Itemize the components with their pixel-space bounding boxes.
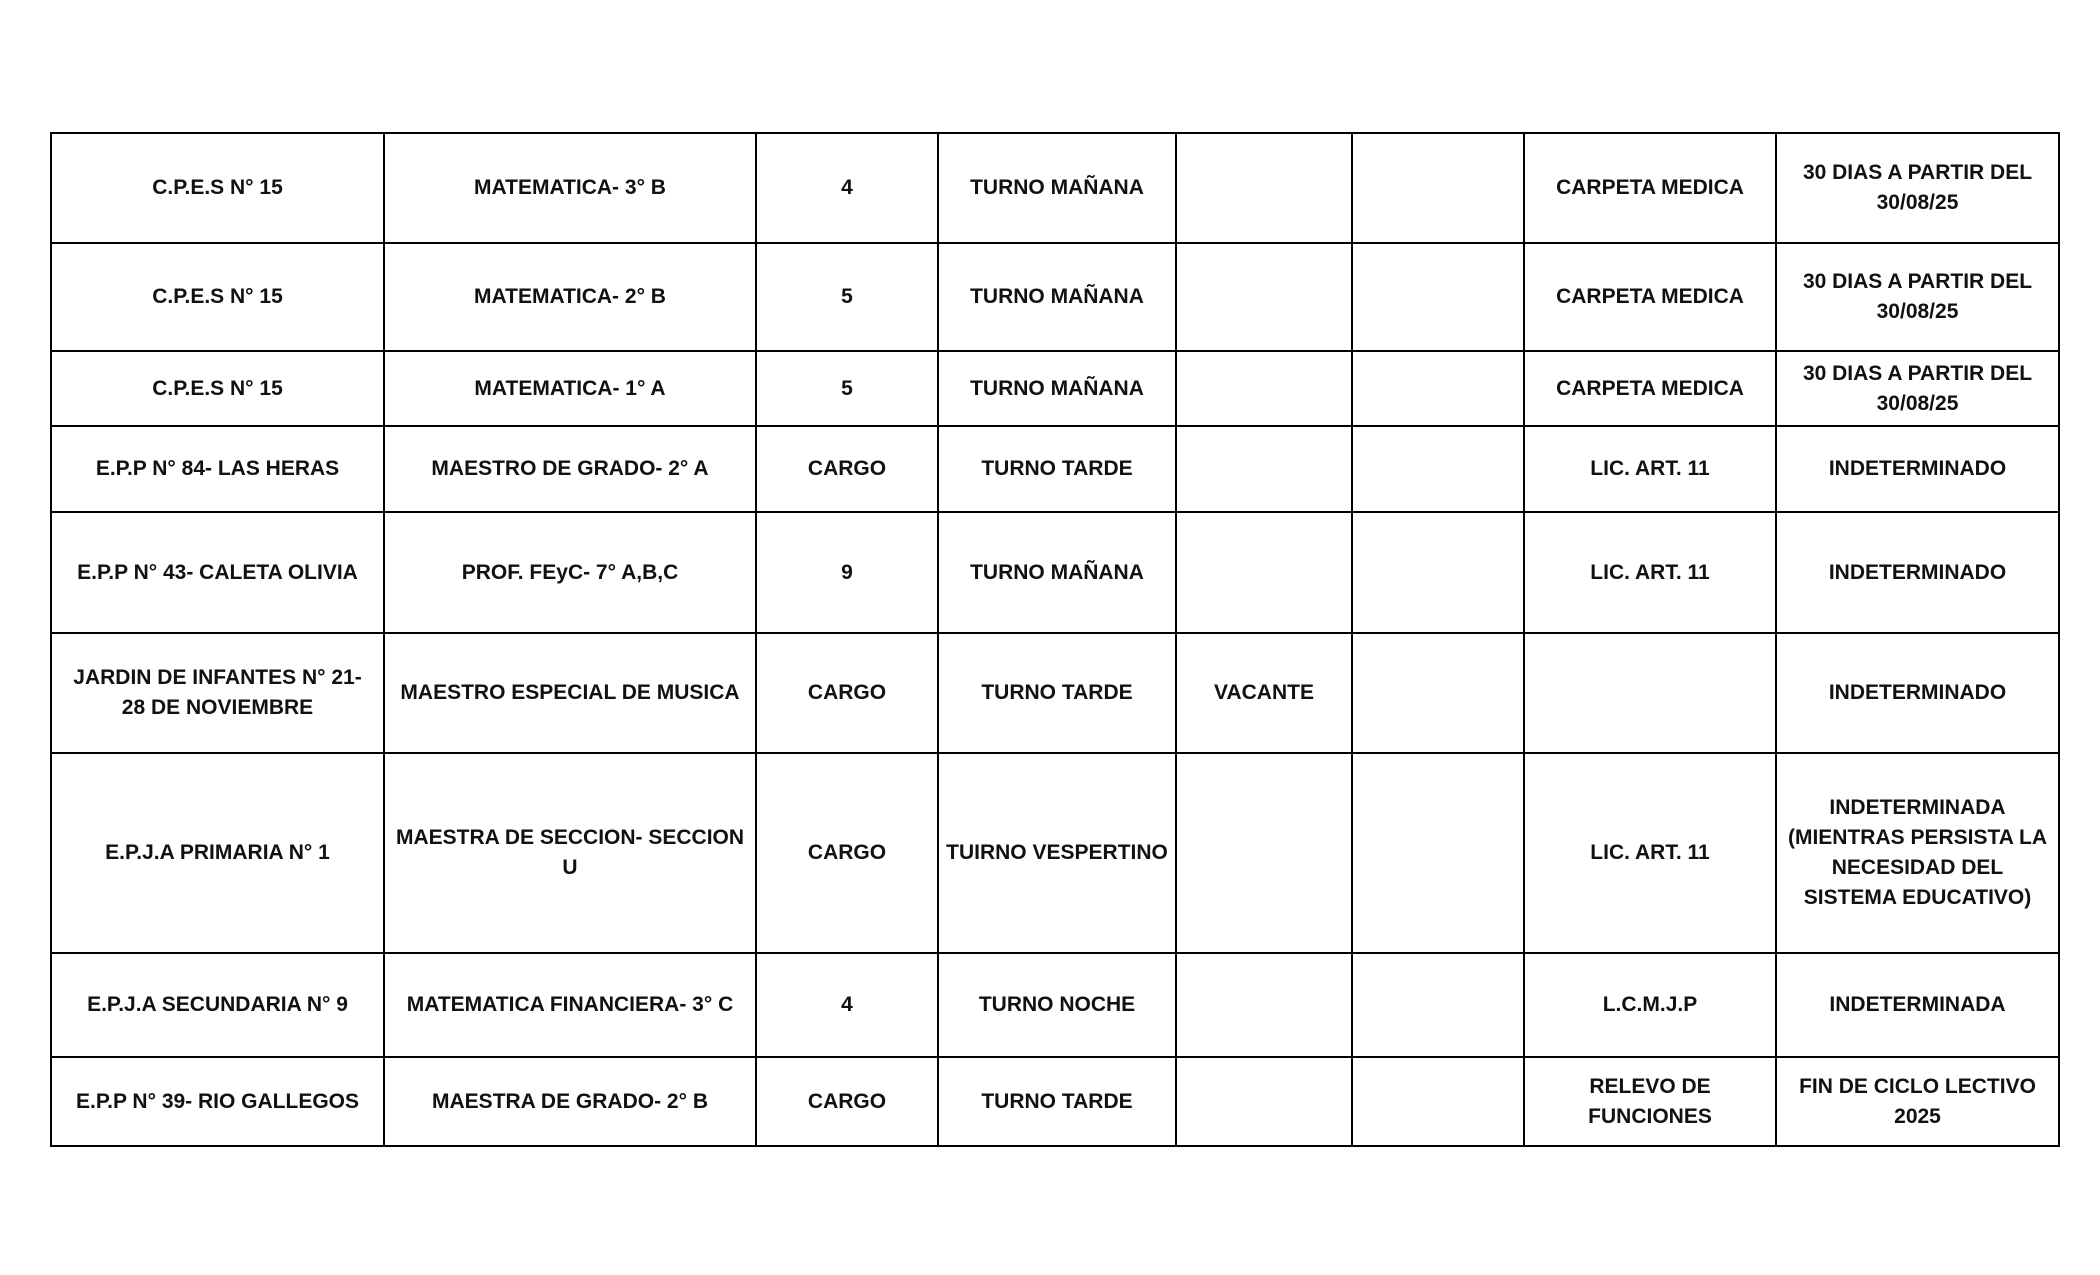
- duration-cell: INDETERMINADA: [1776, 953, 2059, 1057]
- hours-cell: 4: [756, 953, 938, 1057]
- reason-cell: LIC. ART. 11: [1524, 512, 1776, 633]
- shift-cell: TURNO TARDE: [938, 633, 1176, 753]
- extra-cell: [1352, 133, 1524, 243]
- hours-cell: 5: [756, 243, 938, 351]
- subject-cell: MAESTRO ESPECIAL DE MUSICA: [384, 633, 756, 753]
- status-cell: [1176, 426, 1352, 512]
- shift-cell: TURNO MAÑANA: [938, 243, 1176, 351]
- school-cell: E.P.P N° 43- CALETA OLIVIA: [51, 512, 384, 633]
- duration-cell: INDETERMINADO: [1776, 633, 2059, 753]
- table-row: [51, 426, 2059, 512]
- reason-cell: CARPETA MEDICA: [1524, 351, 1776, 426]
- shift-cell: TURNO MAÑANA: [938, 351, 1176, 426]
- school-cell: E.P.P N° 84- LAS HERAS: [51, 426, 384, 512]
- duration-cell: 30 DIAS A PARTIR DEL 30/08/25: [1776, 351, 2059, 426]
- duration-cell: INDETERMINADO: [1776, 512, 2059, 633]
- table-row: [51, 133, 2059, 243]
- status-cell: [1176, 243, 1352, 351]
- reason-cell: CARPETA MEDICA: [1524, 243, 1776, 351]
- hours-cell: 4: [756, 133, 938, 243]
- hours-cell: CARGO: [756, 426, 938, 512]
- subject-cell: PROF. FEyC- 7° A,B,C: [384, 512, 756, 633]
- status-cell: [1176, 753, 1352, 953]
- table-row: [51, 753, 2059, 953]
- school-cell: JARDIN DE INFANTES N° 21- 28 DE NOVIEMBRE: [51, 633, 384, 753]
- school-cell: C.P.E.S N° 15: [51, 243, 384, 351]
- school-cell: E.P.J.A PRIMARIA N° 1: [51, 753, 384, 953]
- extra-cell: [1352, 426, 1524, 512]
- extra-cell: [1352, 351, 1524, 426]
- school-cell: E.P.P N° 39- RIO GALLEGOS: [51, 1057, 384, 1146]
- extra-cell: [1352, 1057, 1524, 1146]
- school-cell: E.P.J.A SECUNDARIA N° 9: [51, 953, 384, 1057]
- hours-cell: CARGO: [756, 753, 938, 953]
- table-row: [51, 633, 2059, 753]
- reason-cell: LIC. ART. 11: [1524, 426, 1776, 512]
- reason-cell: RELEVO DE FUNCIONES: [1524, 1057, 1776, 1146]
- table-row: [51, 351, 2059, 426]
- status-cell: [1176, 133, 1352, 243]
- hours-cell: 5: [756, 351, 938, 426]
- subject-cell: MATEMATICA- 2° B: [384, 243, 756, 351]
- extra-cell: [1352, 753, 1524, 953]
- subject-cell: MATEMATICA- 3° B: [384, 133, 756, 243]
- duration-cell: 30 DIAS A PARTIR DEL 30/08/25: [1776, 133, 2059, 243]
- shift-cell: TUIRNO VESPERTINO: [938, 753, 1176, 953]
- status-cell: [1176, 351, 1352, 426]
- extra-cell: [1352, 633, 1524, 753]
- table-row: [51, 953, 2059, 1057]
- status-cell: [1176, 512, 1352, 633]
- duration-cell: 30 DIAS A PARTIR DEL 30/08/25: [1776, 243, 2059, 351]
- shift-cell: TURNO TARDE: [938, 426, 1176, 512]
- subject-cell: MAESTRA DE SECCION- SECCION U: [384, 753, 756, 953]
- extra-cell: [1352, 243, 1524, 351]
- table-row: [51, 1057, 2059, 1146]
- reason-cell: L.C.M.J.P: [1524, 953, 1776, 1057]
- school-cell: C.P.E.S N° 15: [51, 351, 384, 426]
- reason-cell: LIC. ART. 11: [1524, 753, 1776, 953]
- vacancy-table: [50, 132, 2060, 1147]
- reason-cell: [1524, 633, 1776, 753]
- table-row: [51, 243, 2059, 351]
- shift-cell: TURNO MAÑANA: [938, 512, 1176, 633]
- hours-cell: CARGO: [756, 633, 938, 753]
- hours-cell: CARGO: [756, 1057, 938, 1146]
- hours-cell: 9: [756, 512, 938, 633]
- shift-cell: TURNO TARDE: [938, 1057, 1176, 1146]
- duration-cell: INDETERMINADO: [1776, 426, 2059, 512]
- subject-cell: MAESTRO DE GRADO- 2° A: [384, 426, 756, 512]
- subject-cell: MATEMATICA FINANCIERA- 3° C: [384, 953, 756, 1057]
- duration-cell: FIN DE CICLO LECTIVO 2025: [1776, 1057, 2059, 1146]
- status-cell: [1176, 953, 1352, 1057]
- school-cell: C.P.E.S N° 15: [51, 133, 384, 243]
- shift-cell: TURNO NOCHE: [938, 953, 1176, 1057]
- status-cell: [1176, 1057, 1352, 1146]
- status-cell: VACANTE: [1176, 633, 1352, 753]
- shift-cell: TURNO MAÑANA: [938, 133, 1176, 243]
- extra-cell: [1352, 512, 1524, 633]
- subject-cell: MAESTRA DE GRADO- 2° B: [384, 1057, 756, 1146]
- extra-cell: [1352, 953, 1524, 1057]
- subject-cell: MATEMATICA- 1° A: [384, 351, 756, 426]
- reason-cell: CARPETA MEDICA: [1524, 133, 1776, 243]
- table-row: [51, 512, 2059, 633]
- duration-cell: INDETERMINADA (MIENTRAS PERSISTA LA NECESIDAD DEL SISTEMA EDUCATIVO): [1776, 753, 2059, 953]
